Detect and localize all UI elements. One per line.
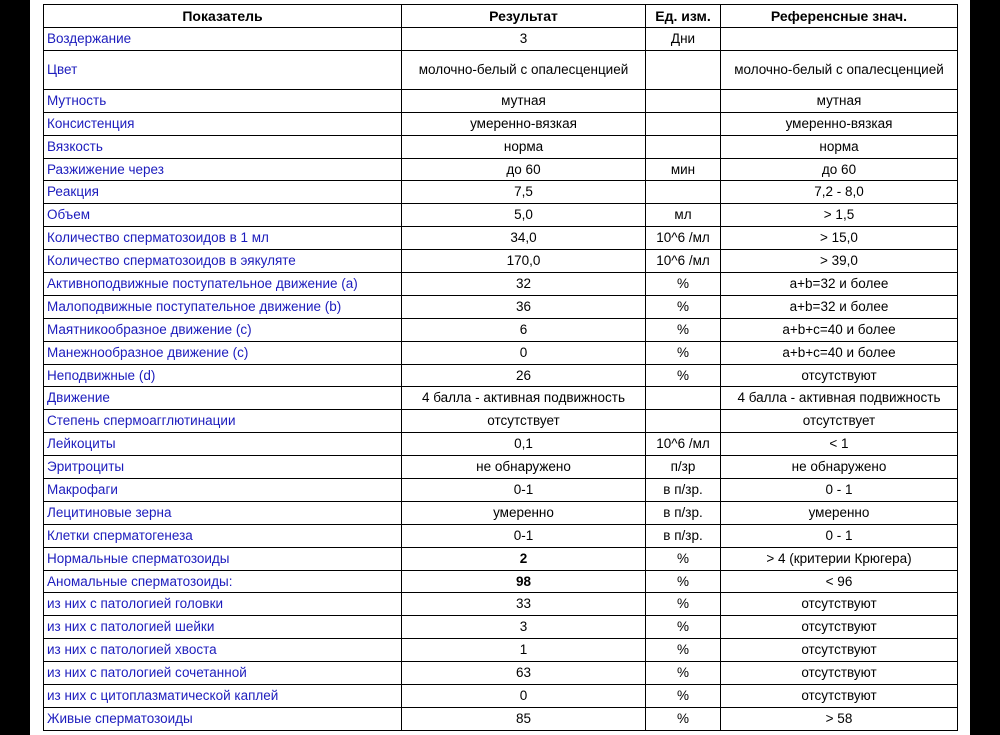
header-parameter: Показатель — [44, 5, 402, 28]
cell-unit: в п/зр. — [646, 524, 721, 547]
cell-result: 98 — [402, 570, 646, 593]
cell-result: 0,1 — [402, 433, 646, 456]
cell-reference: > 1,5 — [721, 204, 958, 227]
cell-parameter: Живые сперматозоиды — [44, 707, 402, 730]
cell-result: 6 — [402, 318, 646, 341]
cell-parameter: Нормальные сперматозоиды — [44, 547, 402, 570]
cell-reference: a+b+c=40 и более — [721, 341, 958, 364]
cell-result: умеренно — [402, 501, 646, 524]
cell-parameter: Воздержание — [44, 28, 402, 51]
cell-result: 85 — [402, 707, 646, 730]
cell-unit: % — [646, 295, 721, 318]
cell-unit: % — [646, 273, 721, 296]
semen-analysis-table — [43, 4, 958, 731]
table-row — [44, 181, 958, 204]
cell-parameter: Клетки сперматогенеза — [44, 524, 402, 547]
cell-result: 5,0 — [402, 204, 646, 227]
cell-parameter: Лейкоциты — [44, 433, 402, 456]
cell-result: 2 — [402, 547, 646, 570]
cell-parameter: Количество сперматозоидов в эякуляте — [44, 250, 402, 273]
cell-unit: % — [646, 364, 721, 387]
cell-unit: % — [646, 547, 721, 570]
header-reference: Референсные знач. — [721, 5, 958, 28]
cell-unit: мин — [646, 158, 721, 181]
cell-unit — [646, 135, 721, 158]
table-row — [44, 227, 958, 250]
table-row — [44, 456, 958, 479]
cell-result: 0-1 — [402, 479, 646, 502]
table-row — [44, 479, 958, 502]
cell-unit — [646, 112, 721, 135]
table-row — [44, 433, 958, 456]
table-row — [44, 501, 958, 524]
cell-unit: 10^6 /мл — [646, 227, 721, 250]
table-row — [44, 50, 958, 89]
cell-parameter: Консистенция — [44, 112, 402, 135]
table-row — [44, 295, 958, 318]
cell-result: 7,5 — [402, 181, 646, 204]
table-row — [44, 547, 958, 570]
cell-parameter: из них с патологией сочетанной — [44, 662, 402, 685]
cell-reference: 7,2 - 8,0 — [721, 181, 958, 204]
table-row — [44, 685, 958, 708]
cell-result: 1 — [402, 639, 646, 662]
cell-result: 3 — [402, 616, 646, 639]
cell-parameter: Степень спермоагглютинации — [44, 410, 402, 433]
cell-parameter: из них с патологией хвоста — [44, 639, 402, 662]
cell-reference: > 4 (критерии Крюгера) — [721, 547, 958, 570]
header-unit: Ед. изм. — [646, 5, 721, 28]
cell-result: 170,0 — [402, 250, 646, 273]
cell-reference: умеренно — [721, 501, 958, 524]
cell-unit: п/зр — [646, 456, 721, 479]
table-row — [44, 89, 958, 112]
table-row — [44, 707, 958, 730]
cell-unit: мл — [646, 204, 721, 227]
cell-unit: % — [646, 685, 721, 708]
cell-reference: > 39,0 — [721, 250, 958, 273]
header-result: Результат — [402, 5, 646, 28]
table-row — [44, 341, 958, 364]
cell-reference: отсутствует — [721, 410, 958, 433]
cell-unit: 10^6 /мл — [646, 433, 721, 456]
cell-unit — [646, 387, 721, 410]
cell-result: 34,0 — [402, 227, 646, 250]
cell-parameter: Мутность — [44, 89, 402, 112]
table-row — [44, 318, 958, 341]
cell-unit: % — [646, 639, 721, 662]
cell-result: 63 — [402, 662, 646, 685]
cell-reference: a+b=32 и более — [721, 273, 958, 296]
cell-reference: a+b=32 и более — [721, 295, 958, 318]
cell-parameter: из них с патологией шейки — [44, 616, 402, 639]
cell-parameter: Объем — [44, 204, 402, 227]
cell-parameter: Вязкость — [44, 135, 402, 158]
cell-reference: отсутствуют — [721, 593, 958, 616]
cell-reference: 4 балла - активная подвижность — [721, 387, 958, 410]
table-row — [44, 570, 958, 593]
table-row — [44, 662, 958, 685]
cell-parameter: Аномальные сперматозоиды: — [44, 570, 402, 593]
cell-reference: > 58 — [721, 707, 958, 730]
table-row — [44, 639, 958, 662]
cell-result: 33 — [402, 593, 646, 616]
cell-parameter: Лецитиновые зерна — [44, 501, 402, 524]
cell-unit: % — [646, 707, 721, 730]
cell-reference: отсутствуют — [721, 662, 958, 685]
cell-reference: 0 - 1 — [721, 524, 958, 547]
cell-unit — [646, 50, 721, 89]
table-row — [44, 387, 958, 410]
cell-result: 4 балла - активная подвижность — [402, 387, 646, 410]
cell-result: не обнаружено — [402, 456, 646, 479]
cell-parameter: Эритроциты — [44, 456, 402, 479]
cell-result: 0 — [402, 341, 646, 364]
table-row — [44, 112, 958, 135]
cell-reference: отсутствуют — [721, 639, 958, 662]
cell-reference: молочно-белый с опалесценцией — [721, 50, 958, 89]
cell-result: 36 — [402, 295, 646, 318]
cell-reference — [721, 28, 958, 51]
table-row — [44, 135, 958, 158]
table-row — [44, 364, 958, 387]
table-row — [44, 593, 958, 616]
cell-unit — [646, 89, 721, 112]
cell-reference: норма — [721, 135, 958, 158]
table-row — [44, 410, 958, 433]
cell-unit: Дни — [646, 28, 721, 51]
cell-result: 0-1 — [402, 524, 646, 547]
cell-parameter: Макрофаги — [44, 479, 402, 502]
cell-reference: умеренно-вязкая — [721, 112, 958, 135]
table-row — [44, 158, 958, 181]
cell-parameter: Реакция — [44, 181, 402, 204]
cell-result: 32 — [402, 273, 646, 296]
cell-parameter: Цвет — [44, 50, 402, 89]
table-row — [44, 273, 958, 296]
cell-result: мутная — [402, 89, 646, 112]
cell-parameter: Движение — [44, 387, 402, 410]
cell-unit: % — [646, 341, 721, 364]
cell-parameter: Активноподвижные поступательное движение (a) — [44, 273, 402, 296]
table-header-row — [44, 5, 958, 28]
cell-reference: отсутствуют — [721, 616, 958, 639]
cell-result: 3 — [402, 28, 646, 51]
cell-reference: < 1 — [721, 433, 958, 456]
table-row — [44, 204, 958, 227]
table-row — [44, 28, 958, 51]
table-row — [44, 524, 958, 547]
cell-unit — [646, 181, 721, 204]
cell-unit: 10^6 /мл — [646, 250, 721, 273]
cell-parameter: Неподвижные (d) — [44, 364, 402, 387]
cell-result: молочно-белый с опалесценцией — [402, 50, 646, 89]
cell-reference: 0 - 1 — [721, 479, 958, 502]
cell-parameter: Манежнообразное движение (c) — [44, 341, 402, 364]
cell-parameter: Малоподвижные поступательное движение (b) — [44, 295, 402, 318]
cell-parameter: из них с патологией головки — [44, 593, 402, 616]
table-row — [44, 250, 958, 273]
cell-parameter: Разжижение через — [44, 158, 402, 181]
cell-unit: % — [646, 318, 721, 341]
cell-result: 26 — [402, 364, 646, 387]
cell-reference: не обнаружено — [721, 456, 958, 479]
cell-result: отсутствует — [402, 410, 646, 433]
cell-reference: отсутствуют — [721, 364, 958, 387]
cell-result: умеренно-вязкая — [402, 112, 646, 135]
cell-unit: в п/зр. — [646, 479, 721, 502]
cell-parameter: Количество сперматозоидов в 1 мл — [44, 227, 402, 250]
cell-parameter: Маятникообразное движение (c) — [44, 318, 402, 341]
cell-result: норма — [402, 135, 646, 158]
cell-reference: отсутствуют — [721, 685, 958, 708]
cell-reference: до 60 — [721, 158, 958, 181]
cell-unit: % — [646, 593, 721, 616]
cell-unit: % — [646, 616, 721, 639]
cell-result: 0 — [402, 685, 646, 708]
cell-reference: мутная — [721, 89, 958, 112]
cell-unit — [646, 410, 721, 433]
cell-unit: % — [646, 570, 721, 593]
report-sheet — [30, 0, 970, 735]
cell-reference: a+b+c=40 и более — [721, 318, 958, 341]
cell-parameter: из них с цитоплазматической каплей — [44, 685, 402, 708]
cell-unit: в п/зр. — [646, 501, 721, 524]
cell-reference: > 15,0 — [721, 227, 958, 250]
cell-unit: % — [646, 662, 721, 685]
cell-result: до 60 — [402, 158, 646, 181]
table-row — [44, 616, 958, 639]
table-body — [44, 28, 958, 731]
cell-reference: < 96 — [721, 570, 958, 593]
